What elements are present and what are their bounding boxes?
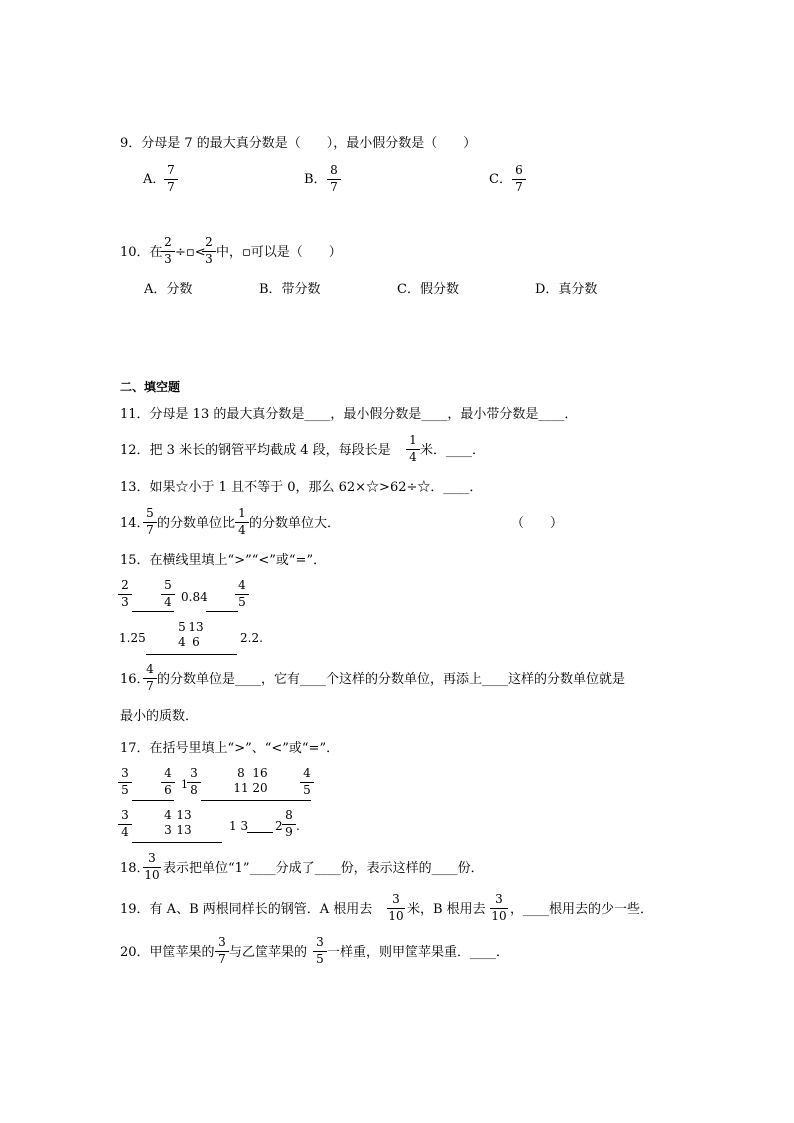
q16-line2: 最小的质数． (120, 709, 199, 724)
q10-suffix: 中，▫可以是（ ） (216, 245, 342, 260)
q17-r1-fraction-3: 3 8 (187, 767, 201, 798)
q9-option-b-fraction: 8 7 (327, 164, 341, 195)
q18-prefix: 18． (120, 861, 150, 876)
q19-prefix: 19．有 A、B 两根同样长的钢管．A 根用去 (120, 902, 373, 917)
q15-r1-fraction-3: 4 5 (235, 579, 249, 610)
q17-r1-whole: 1 (181, 778, 188, 791)
q19-mid: 米，B 根用去 (407, 902, 486, 917)
q15-r1-fraction-1: 2 3 (118, 579, 132, 610)
q15-r2-fraction-2: 13 6 (188, 620, 204, 649)
q15-r2-blank[interactable] (146, 654, 237, 655)
q10-option-a: A．分数 (144, 282, 193, 297)
q17-r1-fraction-6: 4 5 (300, 767, 314, 798)
q17-text: 17．在括号里填上“>”、“<”或“=”． (120, 741, 340, 756)
q17-r2-fraction-2: 4 3 (164, 808, 172, 837)
q10-mid: ÷▫< (175, 245, 206, 260)
q20-prefix: 20．甲筐苹果的 (120, 945, 215, 960)
q17-r1-fraction-1: 3 5 (118, 767, 132, 798)
section-title: 二、填空题 (120, 380, 181, 394)
q17-r1-fraction-2: 4 6 (161, 767, 175, 798)
q17-r2-whole: 2 (275, 819, 283, 833)
q9-option-b-label: B． (304, 172, 327, 187)
q17-r2-fraction-4: 8 9 (282, 809, 296, 840)
q15-r1-blank-2[interactable] (206, 611, 238, 612)
q15-r2-decimal-2: 2.2. (240, 631, 263, 645)
q18-text: 表示把单位“1”____分成了____份，表示这样的____份． (163, 861, 484, 876)
q14-suffix: 的分数单位大． (249, 516, 341, 531)
q10-fraction-2: 2 3 (202, 236, 216, 267)
q19-suffix: ，____根用去的少一些． (510, 902, 654, 917)
q20-suffix: 一样重，则甲筐苹果重．____． (327, 945, 510, 960)
q17-r2-fraction-3: 13 13 (176, 808, 192, 837)
q12-suffix: 米．____． (420, 443, 486, 458)
q20-fraction-1: 3 7 (215, 936, 229, 967)
q20-fraction-2: 3 5 (313, 936, 327, 967)
q9-option-c-label: C． (489, 172, 512, 187)
q16-prefix: 16． (120, 672, 150, 687)
q15-r1-blank-1[interactable] (132, 611, 174, 612)
q17-r1-fraction-5: 16 20 (252, 766, 268, 795)
q14-mid: 的分数单位比 (157, 516, 236, 531)
q15-text: 15．在横线里填上“>”“<”或“=”． (120, 553, 327, 568)
q9-option-a-label: A． (143, 172, 166, 187)
q16-fraction: 4 7 (143, 663, 157, 694)
q17-r1-blank-1[interactable] (132, 800, 174, 801)
q11-text: 11．分母是 13 的最大真分数是____，最小假分数是____，最小带分数是____． (120, 407, 578, 422)
q14-prefix: 14． (120, 516, 150, 531)
q9-option-a-fraction: 7 7 (164, 164, 178, 195)
q17-r1-fraction-4: 8 11 (233, 766, 249, 795)
q15-r1-fraction-2: 5 4 (161, 579, 175, 610)
q12-fraction: 1 4 (406, 434, 420, 465)
q15-r2-decimal-1: 1.25 (119, 631, 146, 645)
q17-r2-blank-2[interactable] (247, 832, 273, 833)
q17-r2-period: . (296, 819, 300, 833)
q17-r2-mid: 1 3 (229, 819, 249, 833)
q14-answer-paren: （ ） (511, 516, 564, 531)
q10-option-d: D．真分数 (535, 282, 598, 297)
q20-mid: 与乙筐苹果的 (229, 945, 308, 960)
q14-fraction-2: 1 4 (235, 507, 249, 538)
q12-prefix: 12．把 3 米长的钢管平均截成 4 段，每段长是 (120, 443, 391, 458)
q13-text: 13．如果☆小于 1 且不等于 0，那么 62×☆>62÷☆．____． (120, 480, 483, 495)
q10-prefix: 10．在 (120, 245, 163, 260)
q16-text: 的分数单位是____，它有____个这样的分数单位，再添上____这样的分数单位就是 (157, 672, 626, 687)
q10-fraction-1: 2 3 (161, 236, 175, 267)
q10-option-b: B．带分数 (259, 282, 321, 297)
q10-option-c: C．假分数 (397, 282, 459, 297)
q9-text: 9．分母是 7 的最大真分数是（ ），最小假分数是（ ） (120, 136, 477, 151)
q19-fraction-2: 3 10 (491, 892, 507, 923)
q15-r2-fraction-1: 5 4 (178, 620, 186, 649)
q17-r2-blank-1[interactable] (132, 842, 222, 843)
q9-option-c-fraction: 6 7 (512, 164, 526, 195)
q19-fraction-1: 3 10 (388, 892, 404, 923)
q18-fraction: 3 10 (144, 851, 160, 882)
q17-r2-fraction-1: 3 4 (118, 809, 132, 840)
q15-r1-decimal: 0.84 (181, 590, 208, 604)
q17-r1-blank-2[interactable] (201, 800, 311, 801)
q14-fraction-1: 5 7 (143, 507, 157, 538)
